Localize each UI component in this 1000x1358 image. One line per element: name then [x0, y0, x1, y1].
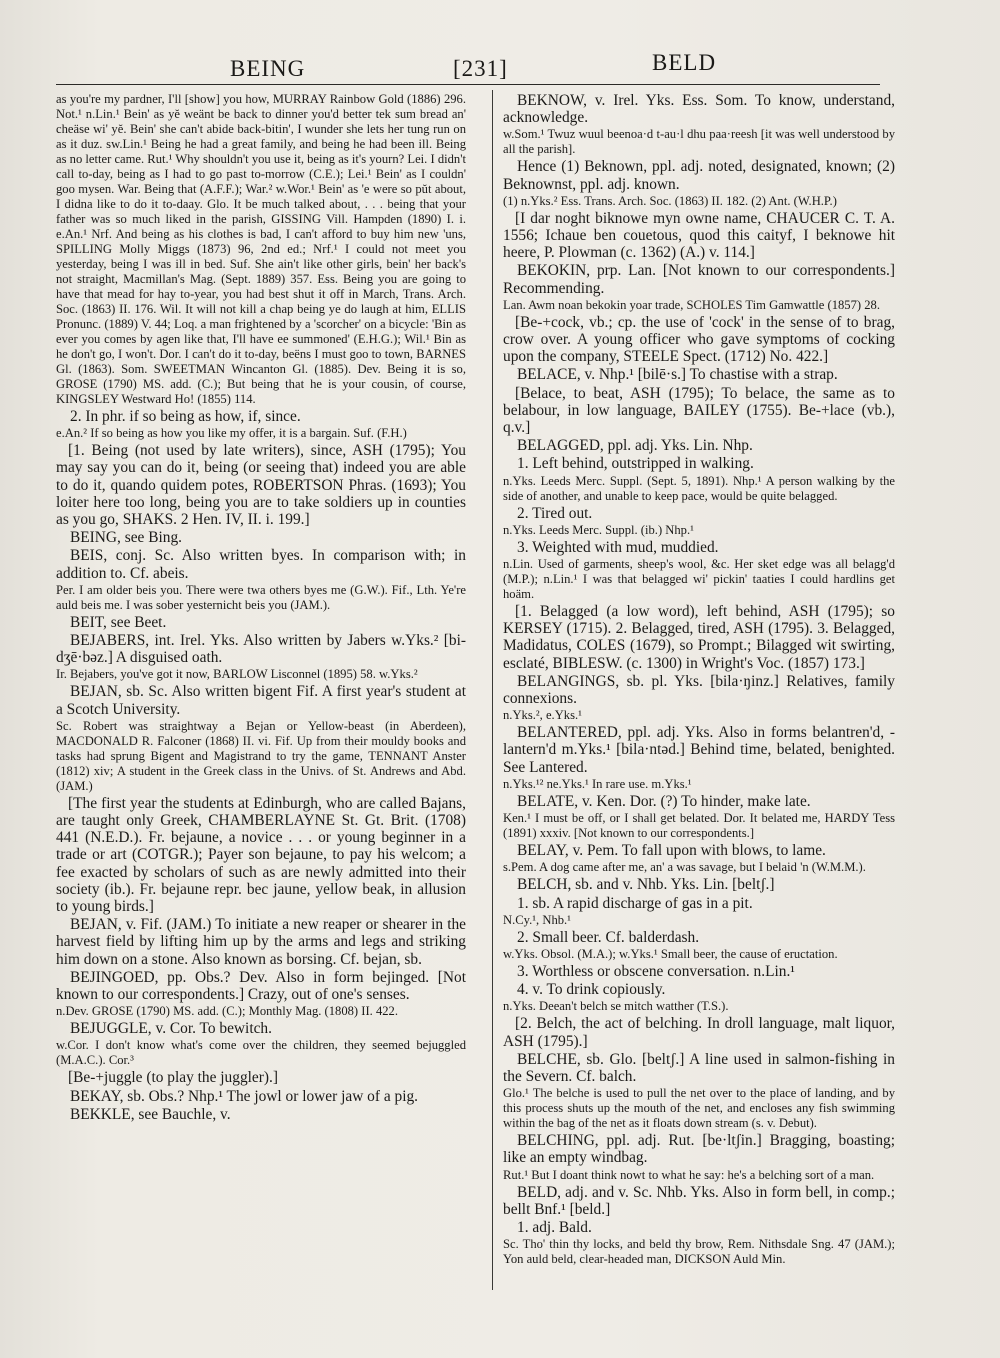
dictionary-entry: 1. adj. Bald.: [517, 1218, 592, 1236]
dictionary-entry: 1. Left behind, outstripped in walking.: [517, 455, 754, 473]
etymology-note: [The first year the students at Edinburgh, who are called Bajans, are taught only Greek, CHAMBERLAYNE St. Gt. Brit. (1708) 441 (N.E.D.). Fr. bejaune, a novice . . . or young beginner in a trade or art (COTGR.); Payer son bejaune, to pay his welcom; a fee exacted by scholars of such as are newly admitted into their society (ib.). Fr. bejaune repr. bec jaune, yellow beak, in allusion to young birds.]: [56, 794, 466, 916]
citation-text: Ir. Bejabers, you've got it now, BARLOW Lisconnel (1895) 58. w.Yks.²: [56, 667, 418, 682]
dictionary-entry: BEKOKIN, prp. Lan. [Not known to our correspondents.] Recommending.: [503, 262, 895, 297]
header-last-word: BELD: [652, 50, 717, 75]
dictionary-entry: 3. Weighted with mud, muddied.: [517, 538, 719, 556]
etymology-note: [1. Belagged (a low word), left behind, ASH (1795); so KERSEY (1715). 2. Belagged, tired, ASH (1795). 3. Belagged, Madidatus, COLES (1679), so Prompt.; Bilagged wit swirting, esclaté, BIBLESW. (c. 1300) in Wright's Voc. (1857) 173.]: [503, 603, 895, 672]
dictionary-entry: BEKNOW, v. Irel. Yks. Ess. Som. To know, understand, acknowledge.: [503, 92, 895, 127]
citation-text: Per. I am older beis you. There were twa others byes me (G.W.). Fif., Lth. Ye're auld beis me. I was sober yesternicht beis you (JAM.).: [56, 582, 466, 612]
citation-text: (1) n.Yks.² Ess. Trans. Arch. Soc. (1863) II. 182. (2) Ant. (W.H.P.): [503, 193, 837, 208]
dictionary-entry: 2. Small beer. Cf. balderdash.: [517, 928, 700, 946]
dictionary-entry: BELAY, v. Pem. To fall upon with blows, to lame.: [517, 842, 826, 860]
citation-text: Lan. Awm noan bekokin yoar trade, SCHOLES Tim Gamwattle (1857) 28.: [503, 297, 880, 312]
dictionary-entry: BEIT, see Beet.: [70, 613, 167, 631]
left-column: [56, 92, 466, 1124]
dictionary-entry: BEJAN, v. Fif. (JAM.) To initiate a new reaper or shearer in the harvest field by lifting him up by the arms and legs and striking him down on a stone. Also known as borsing. Cf. bejan, sb.: [56, 916, 466, 968]
dictionary-entry: BELATE, v. Ken. Dor. (?) To hinder, make late.: [517, 792, 811, 810]
dictionary-entry: BEING, see Bing.: [70, 529, 182, 547]
citation-text: Sc. Robert was straightway a Bejan or Yellow-beast (in Aberdeen), MACDONALD R. Falconer (1868) II. vi. Fif. Up from their mouldy books and tasks had sprung Bigent and Magistrand to try the game, TENNANT Anster (1812) xiv; A student in the Greek class in the Univs. of St. Andrews and Abd. (JAM.): [56, 718, 466, 793]
dictionary-entry: BEKKLE, see Bauchle, v.: [70, 1105, 231, 1123]
dictionary-entry: Hence (1) Beknown, ppl. adj. noted, designated, known; (2) Beknownst, ppl. adj. known.: [503, 158, 895, 193]
dictionary-entry: BELANTERED, ppl. adj. Yks. Also in forms belantren'd, -lantern'd m.Yks.¹ [bila·ntəd.] Behind time, belated, benighted. See Lantered.: [503, 724, 895, 776]
dictionary-entry: 4. v. To drink copiously.: [517, 981, 666, 999]
dictionary-entry: BEKAY, sb. Obs.? Nhp.¹ The jowl or lower jaw of a pig.: [70, 1087, 419, 1105]
citation-text: Glo.¹ The belche is used to pull the net over to the place of landing, and by this process shuts up the mouth of the net, and encloses any fish swimming within the bag of the net as it floats down stream (s. v. Debut).: [503, 1086, 895, 1131]
etymology-note: [Be-+cock, vb.; cp. the use of 'cock' in the sense of to brag, crow over. A young officer who gave symptoms of cocking upon the company, STEELE Spect. (1712) No. 422.]: [503, 313, 895, 366]
citation-text: Ken.¹ I must be off, or I shall get belated. Dor. It belated me, HARDY Tess (1891) xxxiv. [Not known to our correspondents.]: [503, 811, 895, 841]
citation-text: w.Som.¹ Twuz wuul beenoa·d t-au·l dhu paa·reesh [it was well understood by all the parish].: [503, 127, 895, 157]
citation-text: n.Yks.¹² ne.Yks.¹ In rare use. m.Yks.¹: [503, 776, 692, 791]
dictionary-entry: 3. Worthless or obscene conversation. n.Lin.¹: [517, 962, 795, 980]
citation-text: Rut.¹ But I doant think nowt to what he say: he's a belching sort of a man.: [503, 1167, 875, 1182]
header-first-word: BEING: [230, 56, 306, 81]
etymology-note: [Belace, to beat, ASH (1795); To belace, the same as to belabour, in low language, BAILEY (1755). Be-+lace (vb.), q.v.]: [503, 384, 895, 437]
etymology-note: [2. Belch, the act of belching. In droll language, malt liquor, ASH (1795).]: [503, 1015, 895, 1050]
citation-text: e.An.² If so being as how you like my offer, it is a bargain. Suf. (F.H.): [56, 426, 407, 441]
dictionary-entry: BELANGINGS, sb. pl. Yks. [bila·ŋinz.] Relatives, family connexions.: [503, 672, 895, 708]
citation-text: as you're my pardner, I'll [show] you how, MURRAY Rainbow Gold (1886) 296. Not.¹ n.Lin.¹ Bein' as yĕ weänt be back to dinner you'd better tek sum bread an' cheäse wi' yĕ. Bein' she can't abide back-bitin', I wunder she lets her tung run on as it duz. sw.Lin.¹ Being he had a great family, and being he had been ill. Being as no letter came. Rut.¹ Why shouldn't you use it, being as it's yourn? Lei. I didn't call to-day, being as I had to go past to-morrow (C.E.); Lei.¹ Bein' as I couldn' goo mysen. War. Being that (A.F.F.); War.² w.Wor.¹ Bein' as 'e were so pŭt about, I didna like to do it to-daay. Glo. It be much talked about, . . . being that your father was so much liked in the parish, GISSING Vill. Hampden (1890) I. i. e.An.¹ Nrf. And being as his clothes is bad, I can't afford to buy him new 'uns, SPILLING Molly Miggs (1873) 96, 2nd ed.; Nrf.¹ I could not meet you yesterday, being I was ill in bed. Suf. She ain't like other girls, bein' her back's not straight, Macmillan's Mag. (Sept. 1889) 357. Ess. Being you are going to have that mead for hay to-year, you had best shut it off in March, Trans. Arch. Soc. (1863) II. 176. Wil. It will not kill a chap being ye do laugh at him, ELLIS Pronunc. (1889) V. 44; Loq. a man frightened by a 'scorcher' on a bicycle: 'Bin as ever you comes by agen like that, I'll have ee summoned' (E.H.G.); Wil.¹ Bin as he don't go, I won't. Dor. I can't do it to-day, beëns I must goo to town, BARNES Gl. (1863). Som. SWEETMAN Wincanton Gl. (1885). Dev. Being it is so, GROSE (1790) MS. add. (C.); But being that he is your cousin, of course, KINGSLEY Westward Ho! (1855) 114.: [56, 92, 466, 406]
citation-text: n.Yks.², e.Yks.¹: [503, 708, 582, 723]
citation-text: N.Cy.¹, Nhb.¹: [503, 912, 571, 927]
right-column: [503, 92, 895, 1268]
citation-text: s.Pem. A dog came after me, an' a was savage, but I belaid 'n (W.M.M.).: [503, 860, 866, 875]
dictionary-entry: BEJABERS, int. Irel. Yks. Also written by Jabers w.Yks.² [bi-dʒē·bəz.] A disguised oath.: [56, 632, 466, 667]
citation-text: n.Yks. Leeds Merc. Suppl. (ib.) Nhp.¹: [503, 522, 694, 537]
citation-text: n.Lin. Used of garments, sheep's wool, &c. Her sket edge was all belagg'd (M.P.); n.Lin.¹ I was that belagged wi' pickin' taaties I could hardlins get hoäm.: [503, 557, 895, 602]
dictionary-entry: 2. In phr. if so being as how, if, since.: [70, 408, 301, 425]
citation-text: Sc. Tho' thin thy locks, and beld thy brow, Rem. Nithsdale Sng. 47 (JAM.); Yon auld beld, clear-headed man, DICKSON Auld Min.: [503, 1237, 895, 1267]
citation-text: n.Yks. Deean't belch se mitch watther (T.S.).: [503, 999, 729, 1014]
dictionary-entry: BELACE, v. Nhp.¹ [bilē·s.] To chastise with a strap.: [517, 366, 838, 384]
dictionary-entry: BEJUGGLE, v. Cor. To bewitch.: [70, 1020, 272, 1038]
dictionary-entry: BEJAN, sb. Sc. Also written bigent Fif. A first year's student at a Scotch University.: [56, 683, 466, 718]
dictionary-entry: BEIS, conj. Sc. Also written byes. In comparison with; in addition to. Cf. abeis.: [56, 547, 466, 582]
citation-text: w.Yks. Obsol. (M.A.); w.Yks.¹ Small beer, the cause of eructation.: [503, 946, 838, 961]
page-number: [231]: [453, 56, 508, 81]
dictionary-entry: 1. sb. A rapid discharge of gas in a pit.: [517, 894, 753, 912]
header-rule: [56, 84, 880, 85]
citation-text: w.Cor. I don't know what's come over the children, they seemed bejuggled (M.A.C.). Cor.³: [56, 1038, 466, 1068]
citation-text: n.Dev. GROSE (1790) MS. add. (C.); Monthly Mag. (1808) II. 422.: [56, 1004, 398, 1019]
etymology-note: [I dar noght biknowe myn owne name, CHAUCER C. T. A. 1556; Ichaue ben couetous, quod this caityf, I beknowe hit heere, P. Plowman (c. 1362) (A.) v. 114.]: [503, 209, 895, 262]
dictionary-entry: BELCH, sb. and v. Nhb. Yks. Lin. [beltʃ.]: [517, 876, 775, 894]
dictionary-entry: BELAGGED, ppl. adj. Yks. Lin. Nhp.: [517, 437, 753, 455]
dictionary-entry: BELCHING, ppl. adj. Rut. [be·ltʃin.] Bragging, boasting; like an empty windbag.: [503, 1132, 895, 1167]
dictionary-entry: BELCHE, sb. Glo. [beltʃ.] A line used in salmon-fishing in the Severn. Cf. balch.: [503, 1050, 895, 1085]
citation-text: n.Yks. Leeds Merc. Suppl. (Sept. 5, 1891). Nhp.¹ A person walking by the side of another, and unable to keep pace, would be quite belagged.: [503, 473, 895, 503]
dictionary-entry: BELD, adj. and v. Sc. Nhb. Yks. Also in form bell, in comp.; bellt Bnf.¹ [beld.]: [503, 1183, 895, 1218]
column-divider: [492, 90, 493, 1290]
running-header: [70, 50, 930, 86]
dictionary-entry: BEJINGOED, pp. Obs.? Dev. Also in form bejinged. [Not known to our correspondents.] Crazy, out of one's senses.: [56, 968, 466, 1004]
etymology-note: [1. Being (not used by late writers), since, ASH (1795); You may say you can do it, being (or seeing that) indeed you are able to do it, quando quidem potes, ROBERTSON Phras. (1693); You loiter here too long, being you are to take soldiers up in counties as you go, SHAKS. 2 Hen. IV, II. i. 199.]: [56, 442, 466, 529]
etymology-note: [Be-+juggle (to play the juggler).]: [68, 1069, 278, 1087]
dictionary-entry: 2. Tired out.: [517, 504, 593, 522]
